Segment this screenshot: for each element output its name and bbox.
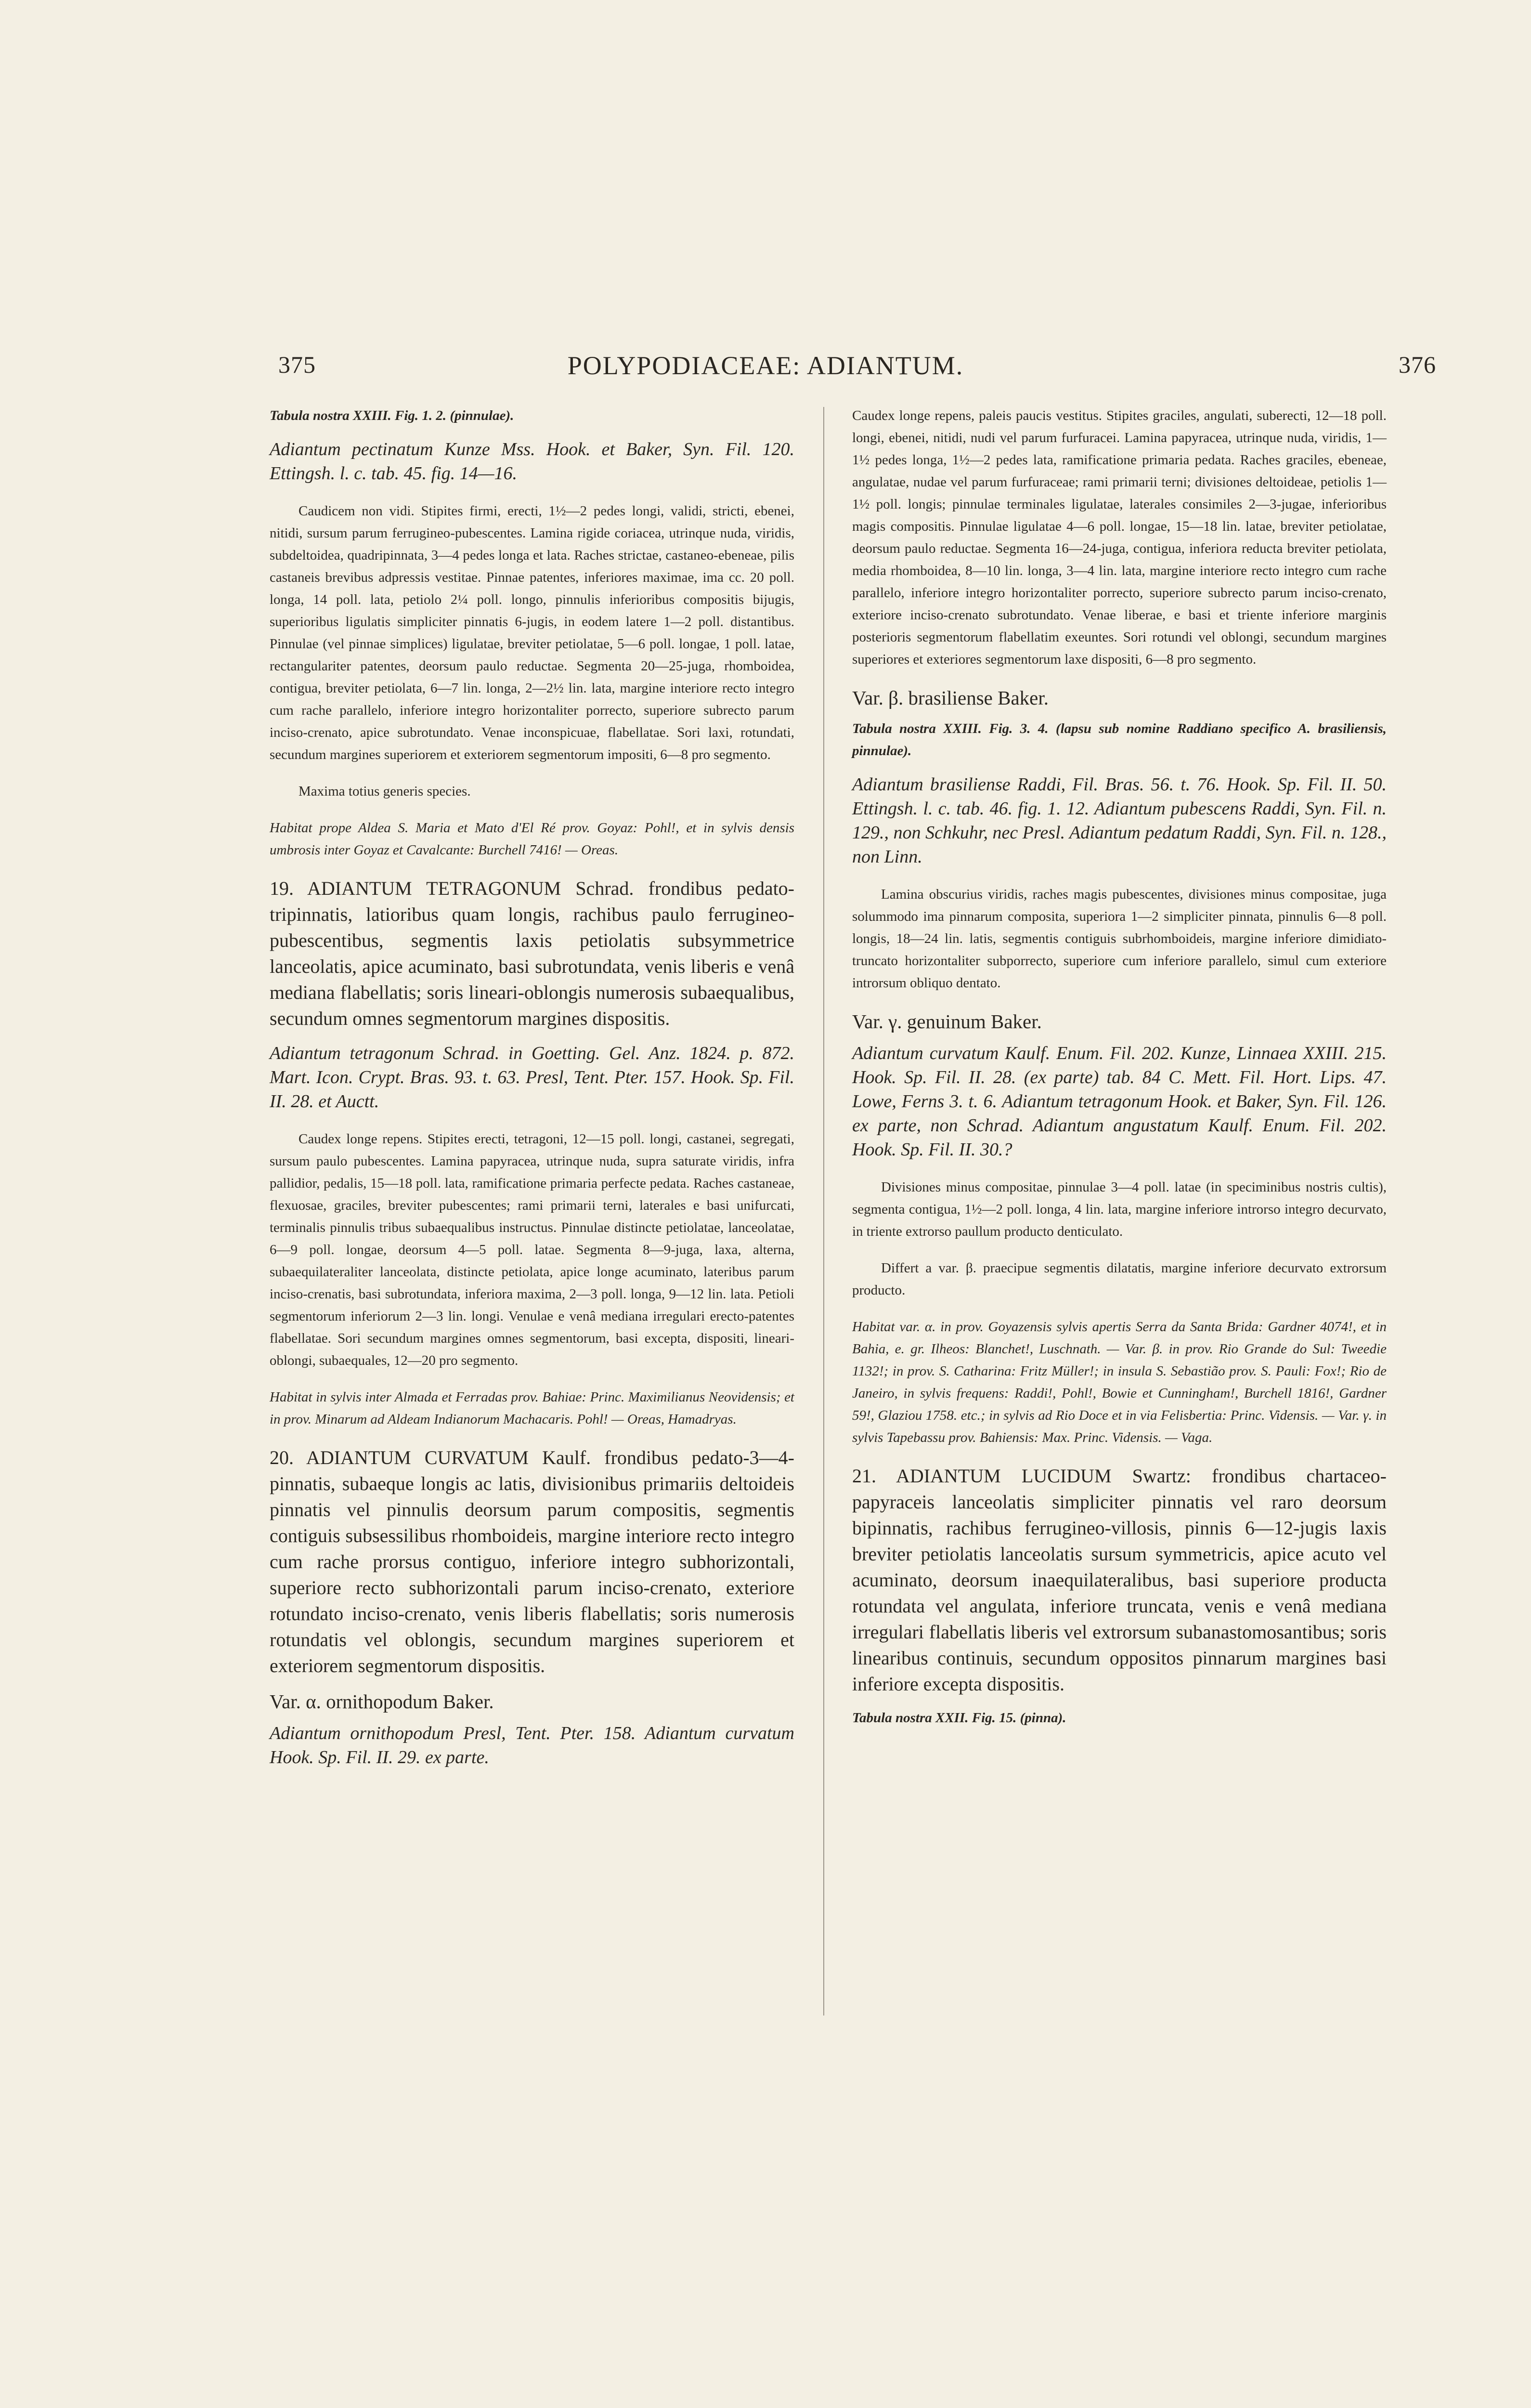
paragraph: Maxima totius generis species. bbox=[298, 784, 471, 799]
right-column bbox=[852, 405, 1387, 1740]
paragraph: Adiantum ornithopodum Presl, Tent. Pter. 158. Adiantum curvatum Hook. Sp. Fil. II. 29. ex parte. bbox=[270, 1723, 794, 1767]
paragraph: Adiantum tetragonum Schrad. in Goetting. Gel. Anz. 1824. p. 872. Mart. Icon. Crypt. Bras. 93. t. 63. Presl, Tent. Pter. 157. Hook. Sp. Fil. II. 28. et Auctt. bbox=[270, 1043, 794, 1112]
paragraph: Caudex longe repens, paleis paucis vestitus. Stipites graciles, angulati, suberecti, 12—18 poll. longi, ebenei, nitidi, nudi vel parum furfuracei. Lamina papyracea, utrinque nuda, viridis, 1—1½ pedes longa, 1½—2 pedes lata, ramificatione primaria pedata. Raches graciles, ebeneae, angulatae, nudae vel parum furfuraceae; rami primarii terni; divisiones deltoideae, petiolis 1—1½ poll. longis; pinnulae terminales ligulatae, laterales consimiles 2—3-jugae, inferioribus magis compositis. Pinnulae ligulatae 4—6 poll. longae, 15—18 lin. latae, breviter petiolatae, deorsum paulo reductae. Segmenta 16—24-juga, contigua, inferiora reducta breviter petiolata, media rhomboidea, 8—10 lin. longa, 3—4 lin. lata, margine interiore recto integro cum rache parallelo, inferiore integro horizontaliter porrecto, superiore subrecto parum inciso-crenato, exteriore inciso-crenato subrotundato. Venae liberae, e basi et triente inferiore marginis posterioris segmentorum flabellatim exeuntes. Sori rotundi vel oblongi, secundum margines superiores et exteriores segmentorum laxe dispositi, 6—8 pro segmento. bbox=[852, 408, 1387, 667]
paragraph: Var. α. ornithopodum Baker. bbox=[270, 1690, 494, 1713]
column-divider bbox=[823, 407, 824, 2015]
paragraph: Caudicem non vidi. Stipites firmi, erecti, 1½—2 pedes longi, validi, stricti, ebenei, nitidi, sursum parum ferrugineo-pubescentes. Lamina rigide coriacea, utrinque nuda, viridis, subdeltoidea, quadripinnata, 3—4 pedes longa et lata. Raches strictae, castaneo-ebeneae, pilis castaneis brevibus adpressis vestitae. Pinnae patentes, inferiores maximae, ima cc. 20 poll. longa, 14 poll. lata, petiolo 2¼ poll. longo, pinnulis inferioribus compositis bijugis, superioribus ligulatis simpliciter pinnatis 6-jugis, in eodem latere 1—2 poll. distantibus. Pinnulae (vel pinnae simplices) ligulatae, breviter petiolatae, 5—6 poll. longae, 1 poll. latae, rectangulariter patentes, deorsum paulo reductae. Segmenta 20—25-juga, rhomboidea, contigua, breviter petiolata, 6—7 lin. longa, 2—2½ lin. lata, margine interiore recto integro cum rache parallelo, inferiore integro horizontaliter porrecto, superiore subrecto parum inciso-crenato, apice subrotundato. Venae inconspicuae, flabellatae. Sori laxi, rotundati, secundum margines superiorem et exteriorem segmentorum impositi, 6—8 pro segmento. bbox=[270, 503, 794, 762]
left-column bbox=[270, 405, 794, 1784]
paragraph: Tabula nostra XXIII. Fig. 3. 4. (lapsu sub nomine Raddiano specifico A. brasiliensis, pinnulae). bbox=[852, 721, 1387, 759]
paragraph: 21. ADIANTUM LUCIDUM Swartz: frondibus chartaceo-papyraceis lanceolatis simpliciter pinnatis vel raro deorsum bipinnatis, rachibus ferrugineo-villosis, pinnis 6—12-jugis laxis breviter petiolatis lanceolatis sursum symmetricis, apice acuto vel acuminato, deorsum inaequilateralibus, basi superiore producta rotundata vel angulata, inferiore truncata, venis e venâ mediana irregulari flabellatis liberis vel extrorsum subanastomosantibus; soris linearibus continuis, secundum oppositos pinnarum margines basi inferiore excepta dispositis. bbox=[852, 1465, 1387, 1695]
page-number-right: 376 bbox=[1399, 351, 1436, 378]
paragraph: Habitat in sylvis inter Almada et Ferradas prov. Bahiae: Princ. Maximilianus Neovidensis; et in prov. Minarum ad Aldeam Indianorum Machacaris. Pohl! — Oreas, Hamadryas. bbox=[270, 1389, 794, 1427]
running-title: POLYPODIACEAE: ADIANTUM. bbox=[567, 351, 964, 380]
paragraph: Tabula nostra XXIII. Fig. 1. 2. (pinnulae). bbox=[270, 408, 514, 423]
paragraph: Habitat var. α. in prov. Goyazensis sylvis apertis Serra da Santa Brida: Gardner 4074!, et in Bahia, e. gr. Ilheos: Blanchet!, Luschnath. — Var. β. in prov. Rio Grande do Sul: Tweedie 1132!; in prov. S. Catharina: Fritz Müller!; in insula S. Sebastião prov. S. Pauli: Fox!; Rio de Janeiro, in sylvis frequens: Raddi!, Pohl!, Bowie et Cunningham!, Burchell 1816!, Gardner 59!, Glaziou 1758. etc.; in sylvis ad Rio Doce et in via Felisbertia: Princ. Vidensis. — Var. γ. in sylvis Tapebassu prov. Bahiensis: Max. Princ. Vidensis. — Vaga. bbox=[852, 1319, 1387, 1445]
paragraph: Divisiones minus compositae, pinnulae 3—4 poll. latae (in speciminibus nostris cultis), segmenta contigua, 1½—2 poll. longa, 4 lin. lata, margine inferiore introrso integro decurvato, in triente extrorso paullum producto denticulato. bbox=[852, 1179, 1387, 1239]
paragraph: Var. γ. genuinum Baker. bbox=[852, 1010, 1042, 1033]
paragraph: Tabula nostra XXII. Fig. 15. (pinna). bbox=[852, 1710, 1066, 1726]
paragraph: Adiantum pectinatum Kunze Mss. Hook. et Baker, Syn. Fil. 120. Ettingsh. l. c. tab. 45. fig. 14—16. bbox=[270, 439, 794, 484]
paragraph: Caudex longe repens. Stipites erecti, tetragoni, 12—15 poll. longi, castanei, segregati, sursum paulo pubescentes. Lamina papyracea, utrinque nuda, supra saturate viridis, infra pallidior, pedalis, 15—18 poll. lata, ramificatione primaria perfecte pedata. Raches castaneae, flexuosae, graciles, breviter pubescentes; rami primarii terni, laterales e basi unifurcati, terminalis pinnulis tribus subaequalibus instructus. Pinnulae distincte petiolatae, lanceolatae, 6—9 poll. longae, deorsum 4—5 poll. latae. Segmenta 8—9-juga, laxa, alterna, subaequilateraliter lanceolata, distincte petiolata, apice longe acuminato, lateribus parum inciso-crenatis, basi subrotundata, inferiora maxima, 2—3 poll. longa, 9—12 lin. lata. Petioli segmentorum inferiorum 2—3 lin. longi. Venulae e venâ mediana irregulari erecto-patentes flabellatae. Sori secundum margines omnes segmentorum, basi excepta, dispositi, lineari-oblongi, subaequales, 12—20 pro segmento. bbox=[270, 1131, 794, 1368]
paragraph: Differt a var. β. praecipue segmentis dilatatis, margine inferiore decurvato extrorsum producto. bbox=[852, 1260, 1387, 1298]
paragraph: Lamina obscurius viridis, raches magis pubescentes, divisiones minus compositae, juga solummodo ima pinnarum composita, superiora 1—2 simpliciter pinnata, pinnulis 6—8 poll. longis, 18—24 lin. latis, segmentis contiguis subrhomboideis, margine inferiore dimidiato-truncato horizontaliter subporrecto, superiore cum inferiore parallelo, simul cum exteriore introrsum obliquo dentato. bbox=[852, 887, 1387, 991]
paragraph: Habitat prope Aldea S. Maria et Mato d'El Ré prov. Goyaz: Pohl!, et in sylvis densis umbrosis inter Goyaz et Cavalcante: Burchell 7416! — Oreas. bbox=[270, 820, 794, 858]
paragraph: Adiantum brasiliense Raddi, Fil. Bras. 56. t. 76. Hook. Sp. Fil. II. 50. Ettingsh. l. c. tab. 46. fig. 1. 12. Adiantum pubescens Raddi, Syn. Fil. n. 129., non Schkuhr, nec Presl. Adiantum pedatum Raddi, Syn. Fil. n. 128., non Linn. bbox=[852, 774, 1387, 867]
paragraph: Var. β. brasiliense Baker. bbox=[852, 687, 1049, 709]
paragraph: 20. ADIANTUM CURVATUM Kaulf. frondibus pedato-3—4-pinnatis, subaeque longis ac latis, divisionibus primariis deltoideis pinnatis vel pinnulis deorsum parum compositis, segmentis contiguis subsessilibus rhomboideis, margine interiore recto integro cum rache prorsus contiguo, inferiore integro subhorizontali, superiore recto subhorizontali parum inciso-crenato, exteriore rotundato inciso-crenato, venis liberis flabellatis; soris numerosis rotundatis vel oblongis, secundum margines superiorem et exteriorem segmentorum dispositis. bbox=[270, 1447, 794, 1676]
page-number-left: 375 bbox=[278, 351, 316, 378]
paragraph: 19. ADIANTUM TETRAGONUM Schrad. frondibus pedato-tripinnatis, latioribus quam longis, rachibus paulo ferrugineo-pubescentibus, segmentis laxis petiolatis subsymmetrice lanceolatis, apice acuminato, basi subrotundata, venis liberis e venâ mediana flabellatis; soris lineari-oblongis numerosis subaequalibus, secundum omnes segmentorum margines dispositis. bbox=[270, 877, 794, 1029]
paragraph: Adiantum curvatum Kaulf. Enum. Fil. 202. Kunze, Linnaea XXIII. 215. Hook. Sp. Fil. II. 28. (ex parte) tab. 84 C. Mett. Fil. Hort. Lips. 47. Lowe, Ferns 3. t. 6. Adiantum tetragonum Hook. et Baker, Syn. Fil. 126. ex parte, non Schrad. Adiantum angustatum Kaulf. Enum. Fil. 202. Hook. Sp. Fil. II. 30.? bbox=[852, 1043, 1387, 1160]
